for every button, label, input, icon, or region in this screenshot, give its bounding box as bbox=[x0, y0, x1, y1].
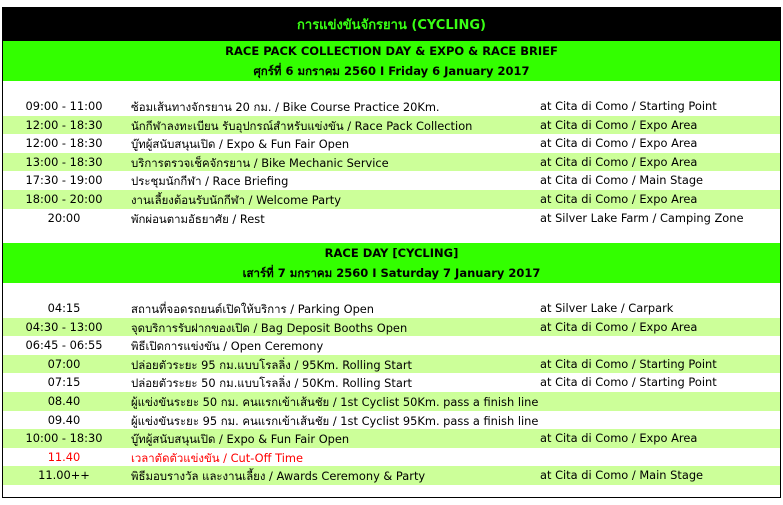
row-activity: บริการตรวจเช็คจักรยาน / Bike Mechanic Service bbox=[131, 155, 389, 170]
row-time: 07:15 bbox=[47, 375, 81, 390]
schedule-row bbox=[3, 466, 780, 485]
schedule-row bbox=[3, 429, 780, 448]
row-activity: ผู้แข่งขันระยะ 95 กม. คนแรกเข้าเส้นชัย / 1st Cyclist 95Km. pass a finish line bbox=[131, 413, 539, 428]
schedule-row bbox=[3, 392, 780, 411]
row-time: 08.40 bbox=[47, 393, 81, 408]
row-location: at Cita di Como / Main Stage bbox=[540, 468, 704, 483]
row-time: 12:00 - 18:30 bbox=[25, 117, 103, 132]
row-activity: พิธีเปิดการแข่งขัน / Open Ceremony bbox=[131, 339, 324, 354]
table-bottom-border bbox=[2, 497, 781, 498]
row-activity: บู๊ทผู้สนับสนุนเปิด / Expo & Fun Fair Open bbox=[131, 137, 350, 152]
row-activity: ปล่อยตัวระยะ 50 กม.แบบโรลลิ่ง / 50Km. Rolling Start bbox=[131, 376, 413, 391]
row-location: at Cita di Como / Expo Area bbox=[540, 154, 698, 169]
row-time: 20:00 bbox=[47, 210, 81, 225]
row-time: 11.00++ bbox=[38, 468, 90, 483]
schedule-row bbox=[3, 171, 780, 190]
row-location: at Silver Lake Farm / Camping Zone bbox=[540, 210, 744, 225]
row-location: at Silver Lake / Carpark bbox=[540, 301, 674, 315]
row-time: 06:45 - 06:55 bbox=[25, 338, 103, 353]
row-activity: ปล่อยตัวระยะ 95 กม.แบบโรลลิ่ง / 95Km. Rolling Start bbox=[131, 357, 413, 372]
schedule-row bbox=[3, 318, 780, 337]
row-location: at Cita di Como / Expo Area bbox=[540, 191, 698, 206]
row-time: 12:00 - 18:30 bbox=[25, 136, 103, 151]
section-heading: RACE DAY [CYCLING] bbox=[324, 246, 459, 260]
race-day-schedule bbox=[2, 299, 781, 485]
row-activity: บู๊ทผู้สนับสนุนเปิด / Expo & Fun Fair Open bbox=[131, 432, 350, 447]
row-location: at Cita di Como / Expo Area bbox=[540, 136, 698, 151]
schedule-row bbox=[3, 411, 780, 430]
row-activity: พักผ่อนตามอัธยาศัย / Rest bbox=[131, 211, 265, 226]
schedule-row-cutoff bbox=[3, 448, 780, 467]
schedule-row bbox=[3, 153, 780, 172]
row-time: 17:30 - 19:00 bbox=[25, 173, 103, 188]
row-time: 04:15 bbox=[47, 301, 81, 315]
row-activity: จุดบริการรับฝากของเปิด / Bag Deposit Booths Open bbox=[131, 320, 408, 335]
schedule-row bbox=[3, 373, 780, 392]
row-location: at Cita di Como / Starting Point bbox=[540, 356, 717, 371]
row-activity: เวลาตัดตัวแข่งขัน / Cut-Off Time bbox=[131, 450, 303, 465]
pack-collection-schedule bbox=[2, 97, 781, 227]
row-time: 13:00 - 18:30 bbox=[25, 154, 103, 169]
schedule-row bbox=[3, 209, 780, 228]
section-spacer bbox=[2, 283, 781, 299]
row-activity: พิธีมอบรางวัล และงานเลี้ยง / Awards Ceremony & Party bbox=[131, 469, 426, 484]
schedule-row bbox=[3, 190, 780, 209]
schedule-row bbox=[3, 134, 780, 153]
row-time: 09.40 bbox=[47, 412, 81, 427]
section-spacer bbox=[2, 227, 781, 243]
section-date: เสาร์ที่ 7 มกราคม 2560 I Saturday 7 January 2017 bbox=[242, 266, 541, 280]
row-activity: ประชุมนักกีฬา / Race Briefing bbox=[131, 174, 289, 189]
row-location: at Cita di Como / Expo Area bbox=[540, 117, 698, 132]
row-time: 18:00 - 20:00 bbox=[25, 191, 103, 206]
row-time: 11.40 bbox=[47, 449, 81, 464]
row-location: at Cita di Como / Expo Area bbox=[540, 319, 698, 334]
row-activity: ซ้อมเส้นทางจักรยาน 20 กม. / Bike Course Practice 20Km. bbox=[131, 100, 440, 114]
row-time: 09:00 - 11:00 bbox=[25, 99, 103, 113]
row-time: 10:00 - 18:30 bbox=[25, 431, 103, 446]
section-spacer bbox=[2, 81, 781, 97]
row-location: at Cita di Como / Starting Point bbox=[540, 99, 717, 113]
schedule-row bbox=[3, 116, 780, 135]
section-heading: RACE PACK COLLECTION DAY & EXPO & RACE BRIEF bbox=[225, 44, 558, 58]
schedule-title: การแข่งขันจักรยาน (CYCLING) bbox=[2, 7, 781, 41]
row-activity: งานเลี้ยงต้อนรับนักกีฬา / Welcome Party bbox=[131, 192, 342, 207]
schedule-row bbox=[3, 97, 780, 116]
row-location: at Cita di Como / Expo Area bbox=[540, 431, 698, 446]
row-location: at Cita di Como / Starting Point bbox=[540, 375, 717, 390]
section-date: ศุกร์ที่ 6 มกราคม 2560 I Friday 6 January 2017 bbox=[253, 64, 530, 78]
section-header-race-day bbox=[2, 243, 781, 283]
schedule-row bbox=[3, 336, 780, 355]
schedule-row bbox=[3, 299, 780, 318]
section-spacer bbox=[2, 485, 781, 497]
row-time: 04:30 - 13:00 bbox=[25, 319, 103, 334]
row-time: 07:00 bbox=[47, 356, 81, 371]
row-activity: สถานที่จอดรถยนต์เปิดให้บริการ / Parking Open bbox=[131, 302, 375, 316]
section-header-pack-collection bbox=[2, 41, 781, 81]
row-location: at Cita di Como / Main Stage bbox=[540, 173, 704, 188]
schedule-row bbox=[3, 355, 780, 374]
row-activity: นักกีฬาลงทะเบียน รับอุปกรณ์สำหรับแข่งขัน / Race Pack Collection bbox=[131, 118, 473, 133]
row-activity: ผู้แข่งขันระยะ 50 กม. คนแรกเข้าเส้นชัย / 1st Cyclist 50Km. pass a finish line bbox=[131, 394, 539, 409]
